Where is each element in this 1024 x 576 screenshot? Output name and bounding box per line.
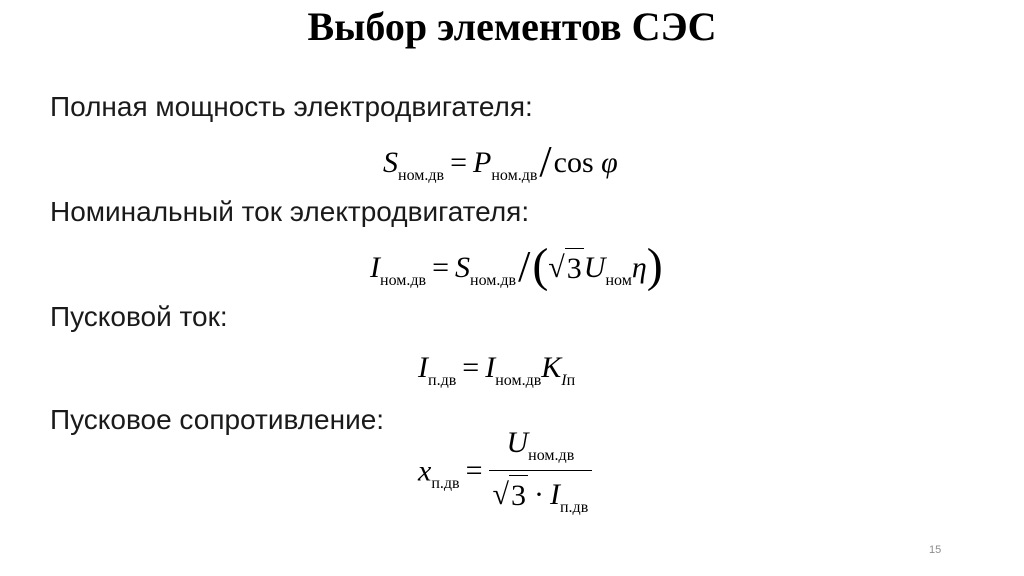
- fraction-denominator: [489, 471, 593, 520]
- sub-u: ном.дв: [528, 447, 575, 464]
- var-i: I: [549, 478, 560, 511]
- func-cos: cos: [553, 146, 594, 179]
- sub-k-text: п: [566, 372, 576, 389]
- fraction-numerator: [503, 423, 579, 470]
- var-x: x: [418, 454, 432, 488]
- fraction: [489, 423, 593, 520]
- sqrt-sign: √: [548, 251, 565, 284]
- sub-p: ном.дв: [491, 167, 538, 184]
- right-paren: ): [646, 239, 663, 292]
- greek-phi: φ: [601, 146, 618, 179]
- sqrt-3: [493, 475, 528, 516]
- sub-k: [561, 372, 575, 389]
- left-paren: (: [532, 239, 549, 292]
- greek-eta: η: [631, 251, 647, 284]
- sub-i: п.дв: [428, 372, 457, 389]
- label-start-resistance: Пусковое сопротивление:: [50, 404, 385, 435]
- var-u: U: [583, 251, 606, 284]
- var-i: I: [370, 251, 380, 284]
- label-start-current: Пусковой ток:: [50, 301, 228, 332]
- formula-start-resistance: [418, 425, 592, 522]
- sqrt-radicand: 3: [565, 248, 584, 289]
- var-i: I: [418, 351, 428, 384]
- page-number: 15: [929, 544, 942, 556]
- equals-sign: =: [462, 351, 480, 384]
- sub-s: ном.дв: [398, 167, 445, 184]
- sub-u: ном: [605, 272, 632, 289]
- label-full-power: Полная мощность электродвигателя:: [50, 91, 533, 122]
- slide-title: Выбор элементов СЭС: [307, 4, 717, 49]
- equals-sign: =: [432, 251, 449, 284]
- equals-sign: =: [450, 146, 467, 179]
- var-s: S: [455, 251, 470, 284]
- sub-s: ном.дв: [470, 272, 517, 289]
- formula-start-current: [418, 348, 575, 393]
- sub-k-italic: I: [561, 372, 567, 389]
- sub-x: п.дв: [431, 475, 460, 493]
- mult-dot: ·: [533, 478, 544, 511]
- equals-sign: =: [465, 454, 483, 488]
- var-k: K: [541, 351, 562, 384]
- var-p: P: [473, 146, 492, 179]
- var-i-nom: I: [485, 351, 496, 384]
- formula-full-power: [383, 138, 618, 188]
- division-slash: /: [518, 242, 531, 291]
- var-u: U: [506, 426, 529, 459]
- formula-nominal-current: [370, 239, 663, 293]
- sub-i: ном.дв: [380, 272, 427, 289]
- sqrt-sign: √: [492, 478, 509, 511]
- label-nominal-current: Номинальный ток электродвигателя:: [50, 196, 530, 227]
- sub-i: п.дв: [559, 499, 589, 516]
- sub-i-nom: ном.дв: [495, 372, 542, 389]
- sqrt-3: [548, 248, 583, 289]
- var-s: S: [383, 146, 398, 179]
- sqrt-radicand: 3: [509, 475, 528, 516]
- division-slash: /: [539, 137, 552, 186]
